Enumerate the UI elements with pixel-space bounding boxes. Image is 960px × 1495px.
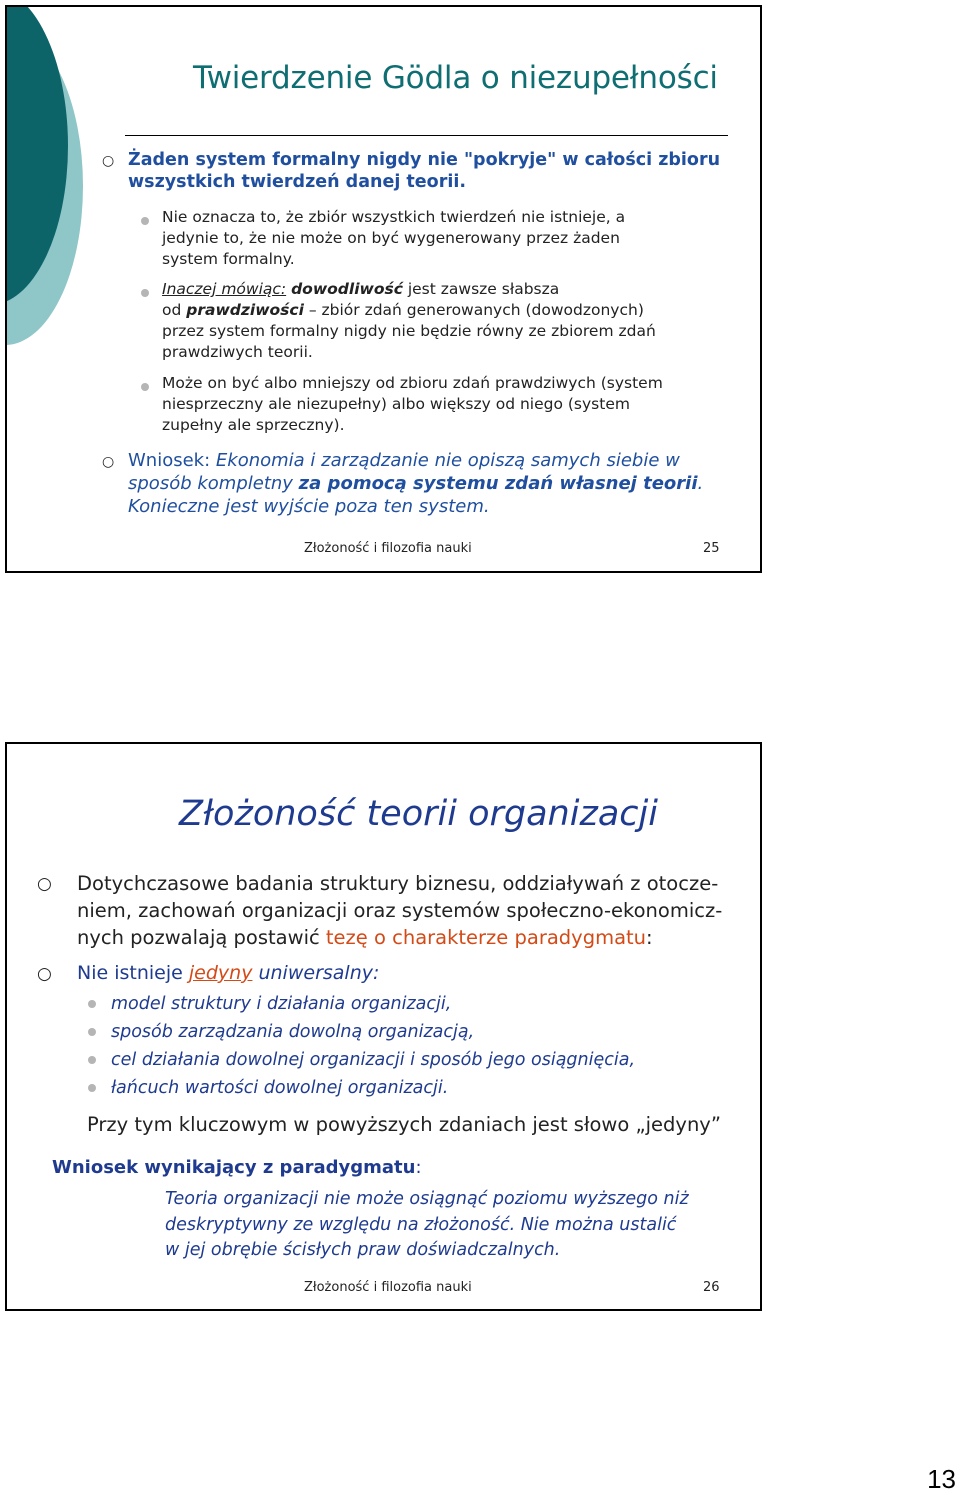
footer-page-number: 26 xyxy=(703,1280,720,1295)
conclusion-text: Ekonomia i zarządzanie nie opiszą samych siebie w xyxy=(210,450,680,471)
sub-point-1-line: jedynie to, że nie może on być wygenerowany przez żaden xyxy=(162,229,620,247)
keyword-truth: prawdziwości xyxy=(186,301,304,319)
paradigm-intro-line: Dotychczasowe badania struktury biznesu, oddziaływań z otocze- xyxy=(77,872,719,895)
sub-point-3-line: niesprzeczny ale niezupełny) albo większy od niego (system xyxy=(162,395,630,413)
text-span: Nie istnieje xyxy=(77,962,189,984)
circle-bullet-icon: ○ xyxy=(37,874,52,894)
main-point-1-line-2: wszystkich twierdzeń danej teorii. xyxy=(128,172,466,192)
footer-title: Złożoność i filozofia nauki xyxy=(304,541,472,556)
conclusion-line: deskryptywny ze względu na złożoność. Nie można ustalić xyxy=(165,1214,677,1235)
keyword-provability: dowodliwość xyxy=(291,280,403,298)
list-item: sposób zarządzania dowolną organizacją, xyxy=(111,1022,475,1042)
main-point-1 xyxy=(128,149,720,193)
conclusion-text: . xyxy=(697,473,704,494)
circle-bullet-icon: ○ xyxy=(102,153,115,169)
sub-point-3-line: zupełny ale sprzeczny). xyxy=(162,416,345,434)
title-divider xyxy=(125,135,728,136)
main-point-1-line-1: Żaden system formalny nigdy nie "pokryje" w całości zbioru xyxy=(128,150,721,170)
sub-point-2-line: przez system formalny nigdy nie będzie równy ze zbiorem zdań xyxy=(162,322,656,340)
dot-bullet-icon xyxy=(141,383,149,391)
slide-title: Złożoność teorii organizacji xyxy=(179,794,658,834)
sub-point-1-line: system formalny. xyxy=(162,250,295,268)
dot-bullet-icon xyxy=(88,1000,96,1008)
conclusion-text: Konieczne jest wyjście poza ten system. xyxy=(128,496,490,517)
text-span: Wniosek wynikający z paradygmatu xyxy=(52,1157,416,1178)
list-item: cel działania dowolnej organizacji i sposób jego osiągnięcia, xyxy=(111,1050,636,1070)
dot-bullet-icon xyxy=(88,1084,96,1092)
document-page-number: 13 xyxy=(927,1464,956,1494)
text-span: uniwersalny: xyxy=(252,962,380,984)
paradigm-conclusion-text xyxy=(165,1187,689,1264)
dot-bullet-icon xyxy=(88,1056,96,1064)
key-sentence: Przy tym kluczowym w powyższych zdaniach jest słowo „jedyny” xyxy=(87,1113,721,1136)
conclusion-label: Wniosek: xyxy=(128,450,211,471)
text-span: – zbiór zdań generowanych (dowodzonych) xyxy=(303,301,644,319)
paradigm-thesis: tezę o charakterze paradygmatu xyxy=(325,926,647,949)
text-span: : xyxy=(646,926,653,949)
paradigm-conclusion-heading xyxy=(52,1157,422,1179)
text-span: od xyxy=(162,301,187,319)
text-span: : xyxy=(415,1157,422,1178)
conclusion-text: sposób kompletny xyxy=(128,473,299,494)
slide-title: Twierdzenie Gödla o niezupełności xyxy=(193,60,718,96)
dot-bullet-icon xyxy=(141,217,149,225)
footer-title: Złożoność i filozofia nauki xyxy=(304,1280,472,1295)
sub-point-3 xyxy=(162,373,663,436)
list-item: model struktury i działania organizacji, xyxy=(111,994,452,1014)
text-span: nych pozwalają postawić xyxy=(77,926,326,949)
sub-point-1 xyxy=(162,207,625,270)
text-span: jest zawsze słabsza xyxy=(402,280,560,298)
dot-bullet-icon xyxy=(88,1028,96,1036)
sub-point-2 xyxy=(162,279,656,363)
no-unique-heading xyxy=(77,960,379,987)
conclusion xyxy=(128,449,703,518)
slide-25 xyxy=(5,5,762,573)
list-item: łańcuch wartości dowolnej organizacji. xyxy=(111,1078,449,1098)
sub-point-3-line: Może on być albo mniejszy od zbioru zdań prawdziwych (system xyxy=(162,374,663,392)
dot-bullet-icon xyxy=(141,289,149,297)
footer-page-number: 25 xyxy=(703,541,720,556)
keyword-unique: jedyny xyxy=(188,962,253,984)
conclusion-line: w jej obrębie ścisłych praw doświadczalnych. xyxy=(165,1240,561,1260)
slide-26 xyxy=(5,742,762,1311)
sub-point-2-line: prawdziwych teorii. xyxy=(162,343,313,361)
sub-point-1-line: Nie oznacza to, że zbiór wszystkich twierdzeń nie istnieje, a xyxy=(162,208,626,226)
paradigm-intro-line: niem, zachowań organizacji oraz systemów społeczno-ekonomicz- xyxy=(77,899,723,922)
conclusion-line: Teoria organizacji nie może osiągnąć poziomu wyższego niż xyxy=(165,1189,689,1209)
emphasis-label: Inaczej mówiąc: xyxy=(162,280,287,298)
paradigm-intro xyxy=(77,870,722,951)
circle-bullet-icon: ○ xyxy=(102,454,115,470)
circle-bullet-icon: ○ xyxy=(37,964,52,984)
conclusion-emphasis: za pomocą systemu zdań własnej teorii xyxy=(298,473,698,494)
